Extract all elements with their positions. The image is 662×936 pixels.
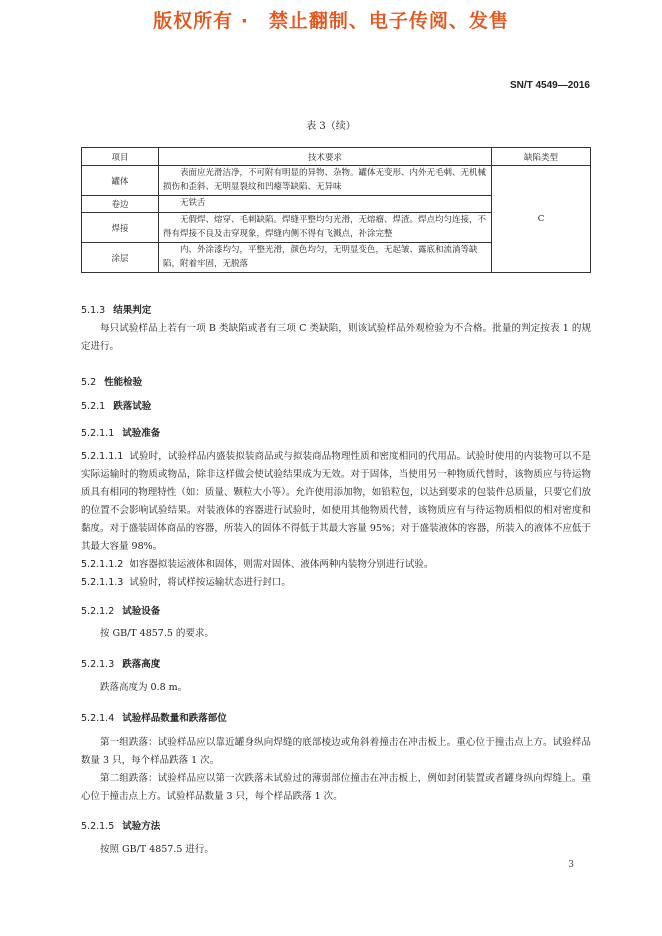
copyright-banner: 版权所有 · 禁止翻制、电子传阅、发售 [153,10,509,32]
heading-5-2-1-2: 5.2.1.2 试验设备 [81,606,161,617]
row-requirement: 无假焊、熔穿、毛刺缺陷。焊缝平整均匀光滑，无熔瘤、焊渣。焊点均匀连接，不得有焊接不良及击穿现象，焊缝内侧不得有飞溅点，补涂完整 [159,213,492,243]
page-number: 3 [568,860,574,870]
heading-5-2-1-4: 5.2.1.4 试验样品数量和跌落部位 [81,713,227,724]
heading-5-2-1: 5.2.1 跌落试验 [81,401,152,412]
table-row [82,166,591,196]
document-number: SN/T 4549—2016 [509,80,590,91]
table-header-row [82,148,591,166]
row-requirement: 内、外涂漆均匀，平整光滑，颜色均匀，无明显变色，无起皱、露底和流淌等缺陷，附着牢固，无脱落 [159,243,492,273]
paragraph-drop-height: 跌落高度为 0.8 m。 [100,682,188,693]
paragraph-test-equipment: 按 GB/T 4857.5 的要求。 [100,628,214,639]
heading-5-1-3: 5.1.3 结果判定 [81,305,152,316]
paragraph-result-judgement: 每只试验样品上若有一项 B 类缺陷或者有三项 C 类缺陷，则该试验样品外观检验为不合格。批量的判定按表 1 的规定进行。 [81,323,591,352]
table-caption: 表 3（续） [306,121,356,132]
row-item: 涂层 [82,243,159,273]
paragraph-second-drop: 第二组跌落：试验样品应以第一次跌落未试验过的薄弱部位撞击在冲击板上，例如封闭装置或者罐身纵向焊缝上。重心位于撞击点上方。试验样品数量 3 只，每个样品跌落 1 次。 [81,773,591,802]
paragraph-first-drop: 第一组跌落：试验样品应以靠近罐身纵向焊缝的底部棱边或角斜着撞击在冲击板上。重心位于撞击点上方。试验样品数量 3 只，每个样品跌落 1 次。 [81,737,591,766]
heading-5-2-1-5: 5.2.1.5 试验方法 [81,821,161,832]
row-item: 焊接 [82,213,159,243]
row-requirement: 无铁舌 [159,196,492,213]
paragraph-test-method: 按照 GB/T 4857.5 进行。 [100,844,214,855]
heading-5-2-1-1: 5.2.1.1 试验准备 [81,428,161,439]
header-requirement: 技术要求 [159,148,492,166]
header-defect-class: 缺陷类型 [492,148,591,166]
row-requirement: 表面应光滑洁净，不可附有明显的异物、杂物。罐体无变形、内外无毛刺、无机械损伤和歪斜、无明显裂纹和凹瘪等缺陷、无异味 [159,166,492,196]
row-item: 卷边 [82,196,159,213]
row-item: 罐体 [82,166,159,196]
header-item: 项目 [82,148,159,166]
paragraph-5-2-1-1-1: 5.2.1.1.1 试验时，试验样品内盛装拟装商品或与拟装商品物理性质和密度相同的代用品。试验时使用的内装物可以不是实际运输时的物质或物品，除非这样做会使试验结果成为无效。对于固体，当使用另一种物质代替时，该物质应与待运物质具有相同的物理特性（如：质量、颗粒大小等）。允许使用添加物，如铅粒包，以达到要求的包装件总质量，只要它们放的位置不会影响试验结果。对装液体的容器进行试验时，如使用其他物质代替，该物质应有与待运物质相似的相对密度和黏度。对于盛装固体商品的容器，所装入的固体不得低于其最大容量 95%；对于盛装液体的容器，所装入的液体不应低于其最大容量 98%。 [81,451,591,552]
heading-5-2: 5.2 性能检验 [81,377,143,388]
paragraph-5-2-1-1-2: 5.2.1.1.2 如容器拟装运液体和固体，则需对固体、液体两种内装物分别进行试验。 [81,559,434,570]
requirements-table [81,147,591,273]
defect-class-cell: C [492,166,591,273]
paragraph-5-2-1-1-3: 5.2.1.1.3 试验时，将试样按运输状态进行封口。 [81,577,291,588]
heading-5-2-1-3: 5.2.1.3 跌落高度 [81,659,161,670]
